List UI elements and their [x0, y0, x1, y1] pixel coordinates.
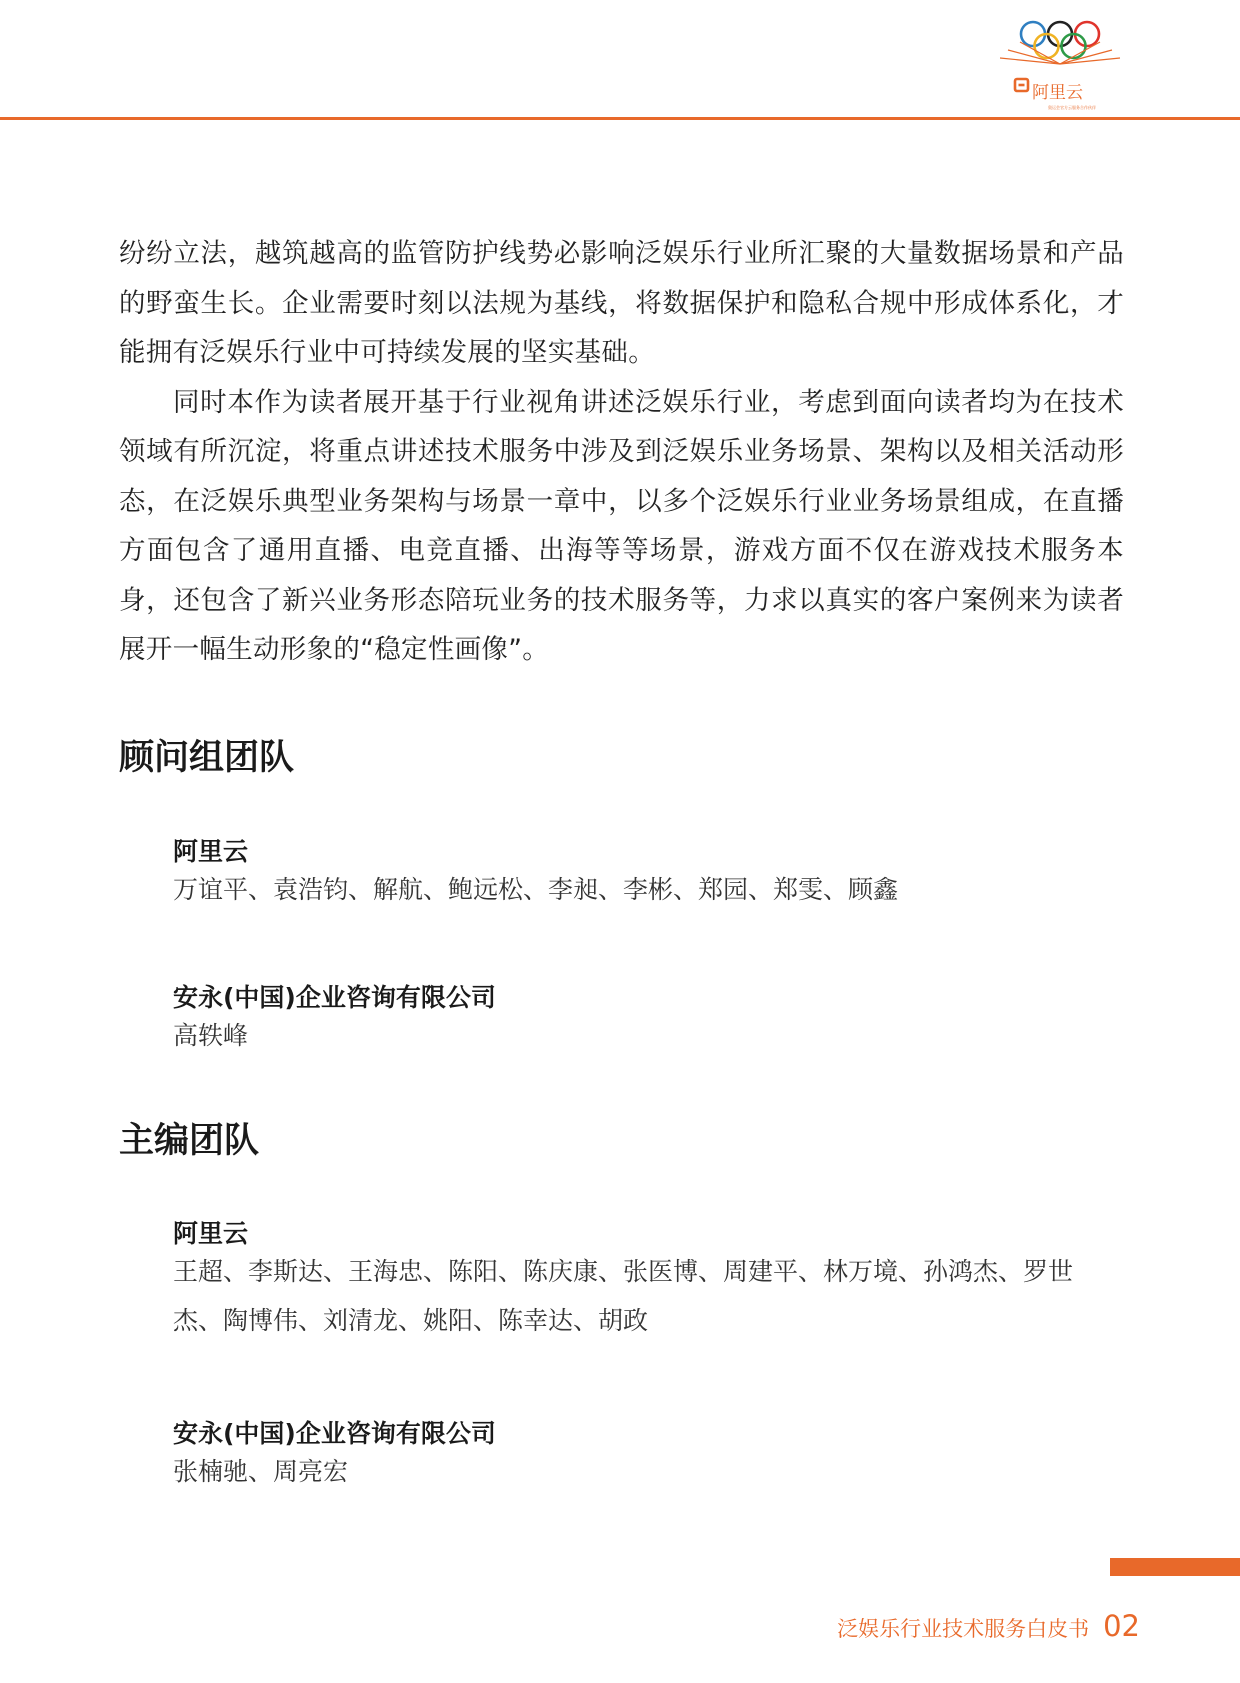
editor-team-title: 主编团队 — [119, 1121, 260, 1161]
advisory-org-name: 阿里云 — [173, 837, 249, 866]
advisory-members: 万谊平、袁浩钧、解航、鲍远松、李昶、李彬、郑园、郑雯、顾鑫 — [173, 875, 899, 904]
page-number: 02 — [1103, 1609, 1140, 1643]
footer-accent-bar — [1110, 1558, 1240, 1576]
logo-name: 阿里云 — [1032, 83, 1083, 103]
advisory-org-name: 安永(中国)企业咨询有限公司 — [173, 983, 496, 1012]
intro-paragraph: 纷纷立法，越筑越高的监管防护线势必影响泛娱乐行业所汇聚的大量数据场景和产品的野蛮生长。企业需要时刻以法规为基线，将数据保护和隐私合规中形成体系化，才能拥有泛娱乐行业中可持续发展的坚实基础。 — [119, 238, 1124, 368]
page-footer — [837, 1609, 1140, 1643]
olympic-aliyun-logo — [1000, 14, 1140, 114]
intro-text — [119, 229, 1124, 675]
editor-org-name: 安永(中国)企业咨询有限公司 — [173, 1419, 496, 1448]
footer-document-title: 泛娱乐行业技术服务白皮书 — [837, 1617, 1090, 1641]
logo-tagline: 奥运会官方云服务合作伙伴 — [1048, 105, 1096, 110]
header-rule — [0, 117, 1240, 120]
editor-org-name: 阿里云 — [173, 1219, 249, 1248]
advisory-team-title: 顾问组团队 — [119, 738, 295, 778]
editor-members: 张楠驰、周亮宏 — [173, 1457, 349, 1486]
advisory-members: 高轶峰 — [173, 1021, 249, 1050]
editor-members: 王超、李斯达、王海忠、陈阳、陈庆康、张医博、周建平、林万境、孙鸿杰、罗世杰、陶博伟、刘清龙、姚阳、陈幸达、胡政 — [173, 1257, 1074, 1335]
intro-paragraph: 同时本作为读者展开基于行业视角讲述泛娱乐行业，考虑到面向读者均为在技术领域有所沉淀，将重点讲述技术服务中涉及到泛娱乐业务场景、架构以及相关活动形态，在泛娱乐典型业务架构与场景一章中，以多个泛娱乐行业业务场景组成，在直播方面包含了通用直播、电竞直播、出海等等场景，游戏方面不仅在游戏技术服务本身，还包含了新兴业务形态陪玩业务的技术服务等，力求以真实的客户案例来为读者展开一幅生动形象的“稳定性画像”。 — [119, 386, 1124, 665]
